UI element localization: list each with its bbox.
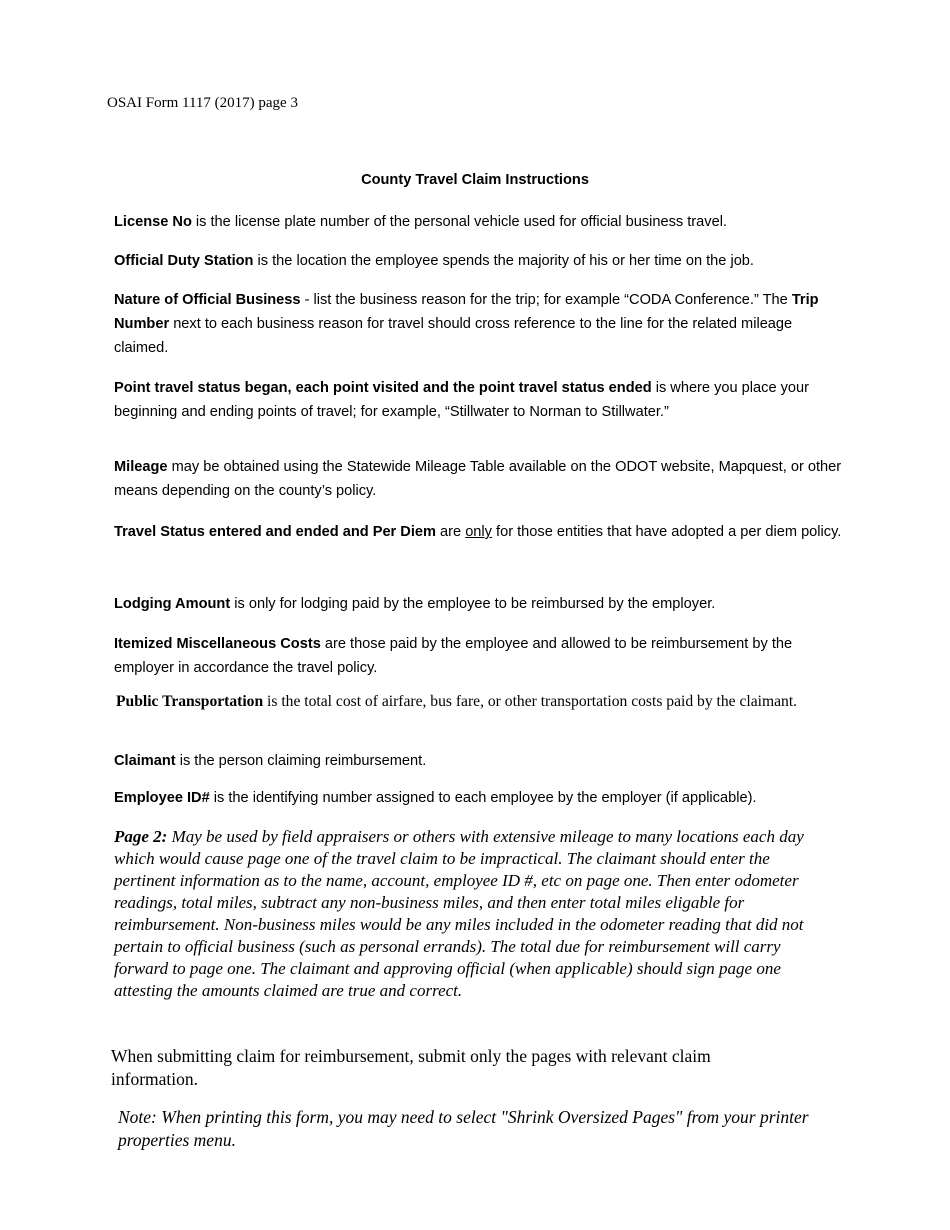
term-nature-of-business: Nature of Official Business	[114, 292, 301, 308]
term-travel-status: Travel Status entered and ended and Per Diem	[114, 524, 436, 540]
desc-claimant: is the person claiming reimbursement.	[175, 753, 427, 769]
desc-page-2: May be used by field appraisers or others with extensive mileage to many locations each day which would cause page one of the travel claim to be impractical. The claimant should enter the pertinent information as to the name, account, employee ID #, etc on page one. Then enter odometer readings, total miles, subtract any non-business miles, and then enter total miles eligable for reimbursement. Non-business miles would be any miles included in the odometer reading that did not pertain to official business (such as personal errands). The total due for reimbursement will carry forward to page one. The claimant and approving official (when applicable) should sign page one attesting the amounts claimed are true and correct.	[114, 827, 804, 1000]
term-travel-points: Point travel status began, each point visited and the point travel status ended	[114, 380, 652, 396]
desc-license-no: is the license plate number of the personal vehicle used for official business travel.	[191, 214, 727, 230]
desc-trip-number: next to each business reason for travel should cross reference to the line for the related mileage claimed.	[114, 316, 793, 356]
desc-travel-status-after: for those entities that have adopted a per diem policy.	[491, 524, 842, 540]
desc-duty-station: is the location the employee spends the majority of his or her time on the job.	[253, 253, 754, 269]
term-public-transportation: Public Transportation	[116, 693, 264, 710]
term-page-2: Page 2:	[114, 827, 168, 846]
desc-travel-points: is where you place your beginning and ending points of travel; for example, “Stillwater to Norman to Stillwater.”	[114, 380, 810, 420]
desc-employee-id: is the identifying number assigned to each employee by the employer (if applicable).	[209, 790, 757, 806]
term-employee-id: Employee ID#	[114, 790, 210, 806]
desc-travel-status-before: are	[435, 524, 466, 540]
instruction-page-2	[114, 826, 834, 1002]
term-misc-costs: Itemized Miscellaneous Costs	[114, 636, 321, 652]
desc-nature-of-business: - list the business reason for the trip; for example “CODA Conference.” The	[300, 292, 792, 308]
instruction-travel-points	[114, 376, 844, 424]
desc-lodging: is only for lodging paid by the employee to be reimbursed by the employer.	[230, 596, 716, 612]
submit-instructions: When submitting claim for reimbursement, submit only the pages with relevant claim information.	[111, 1046, 711, 1089]
instruction-misc-costs	[114, 632, 844, 680]
printing-note: Note: When printing this form, you may need to select "Shrink Oversized Pages" from your printer properties menu.	[118, 1107, 809, 1150]
instruction-public-transportation	[116, 692, 846, 712]
desc-mileage: may be obtained using the Statewide Mileage Table available on the ODOT website, Mapquest, or other means depending on the county’s policy.	[114, 459, 842, 499]
emphasis-only: only	[465, 524, 492, 540]
instruction-lodging	[114, 592, 844, 616]
instruction-mileage	[114, 455, 844, 503]
desc-public-transportation: is the total cost of airfare, bus fare, or other transportation costs paid by the claimant.	[263, 693, 798, 710]
instruction-employee-id	[114, 786, 844, 810]
desc-misc-costs: are those paid by the employee and allowed to be reimbursement by the employer in accordance the travel policy.	[114, 636, 793, 676]
instruction-claimant	[114, 749, 844, 773]
form-page-label: OSAI Form 1117 (2017) page 3	[107, 95, 298, 111]
page-title: County Travel Claim Instructions	[361, 172, 589, 188]
term-lodging: Lodging Amount	[114, 596, 231, 612]
term-claimant: Claimant	[114, 753, 176, 769]
instruction-travel-status	[114, 520, 844, 544]
term-duty-station: Official Duty Station	[114, 253, 254, 269]
term-trip-number: Trip Number	[114, 292, 819, 332]
instruction-nature-of-business	[114, 288, 844, 360]
instruction-license-no	[114, 210, 844, 234]
term-mileage: Mileage	[114, 459, 168, 475]
instruction-duty-station	[114, 249, 844, 273]
term-license-no: License No	[114, 214, 192, 230]
